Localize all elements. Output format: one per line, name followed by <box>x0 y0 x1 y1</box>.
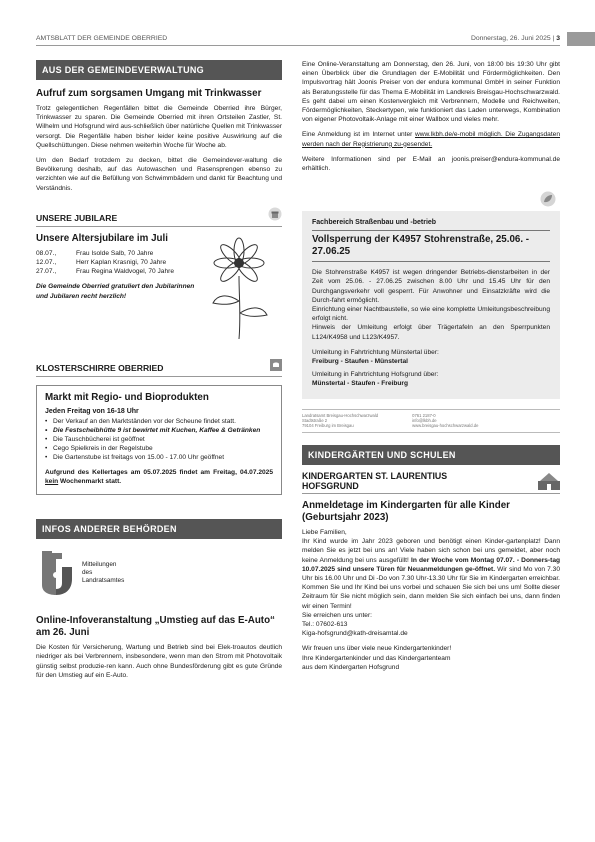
paragraph: Trotz gelegentlichen Regenfällen bittet die Gemeinde Oberried ihre Bürger, Trinkwasser zu sparen. Die Gemeinde Oberried mit ihren Ortsteilen Zastler, St. Wilhelm und Hofsgrund wird aus-schließlich über natürliche Quellen mit Trinkwasser versorgt. Die Regenfälle haben bisher leider keine positive Auswirkung auf die Quellschüttungen. Diese nehmen weiterhin Woche für Woche ab. <box>36 105 282 149</box>
list-item: 27.07., Frau Regina Waldvogel, 70 Jahre <box>36 268 174 276</box>
article-title-eauto: Online-Infoveranstaltung „Umstieg auf das E-Auto“ am 26. Juni <box>36 615 275 639</box>
kindergarten-logo-icon <box>538 472 560 490</box>
section-header-behoerden: INFOS ANDERER BEHÖRDEN <box>36 519 282 539</box>
section-header-gemeinde: AUS DER GEMEINDEVERWALTUNG <box>36 60 282 80</box>
list-item: • Die Tauschbücherei ist geöffnet <box>45 435 273 444</box>
box-kicker: Fachbereich Straßenbau und -betrieb <box>312 219 437 227</box>
paragraph: Umleitung in Fahrtrichtung Hofsgrund über: Münstertal - Staufen - Freiburg <box>312 371 439 388</box>
market-time: Jeden Freitag von 16-18 Uhr <box>45 407 139 415</box>
list-item: 12.07., Herr Kaplan Krasnigi, 70 Jahre <box>36 259 167 267</box>
section-header-kindergaerten: KINDERGÄRTEN UND SCHULEN <box>302 445 560 465</box>
paragraph: Eine Anmeldung ist im Internet unter www.lkbh.de/e-mobil möglich. Die Zugangsdaten werden nach der Registrierung zu-gesendet. <box>302 131 561 148</box>
article-title-anmeldetage: Anmeldetage im Kindergarten für alle Kinder (Geburtsjahr 2023) <box>302 499 510 523</box>
page-edge-tab <box>567 32 595 46</box>
list-item: 08.07., Frau Isolde Salb, 70 Jahre <box>36 249 154 257</box>
paragraph: Einrichtung einer Nachtbaustelle, so wie eine komplette Umleitungsbeschreibung erfolgt nicht. <box>312 306 550 323</box>
article-title-markt: Markt mit Regio- und Bioprodukten <box>45 391 209 403</box>
market-box <box>36 385 282 495</box>
list-item: • Der Verkauf an den Marktständen vor der Scheune findet statt. <box>45 417 273 426</box>
market-note: Aufgrund des Kellertages am 05.07.2025 findet am Freitag, 04.07.2025 kein Wochenmarkt statt. <box>45 468 273 486</box>
publication-name: AMTSBLATT DER GEMEINDE OBERRIED <box>36 35 168 42</box>
paragraph: Hinweis der Umleitung erfolgt über Trägertafeln an den Sperrpunkten L124/K4958 und L123/K4957. <box>312 324 550 341</box>
landratsamt-contact-strip: Landratsamt Breisgau-Hochschwarzwald Stadtstraße 2 79104 Freiburg im Breisgau 0761 2187-0 info@lkbh.de www.breisgau-hochschwarzwald.de <box>302 409 560 433</box>
article-title-jubilare: Unsere Altersjubilare im Juli <box>36 232 168 244</box>
closing-block: Wir freuen uns über viele neue Kindergartenkinder! Ihre Kindergartenkinder und das Kindergartenteam aus dem Kindergarten Hofsgrund <box>302 645 452 671</box>
paragraph: Eine Online-Veranstaltung am Donnerstag, den 26. Juni, von 18:00 bis 19:30 Uhr gibt einen Überblick über die Grundlagen der E-Mobilität und Fördermöglichkeiten. Den Impulsvortrag hält Joonis Preiser von der endura kommunal GmbH in seiner Funktion als Beratungsstelle für das Thema E-Mobilität im Landkreis Breisgau-Hochschwarzwald. Es geht dabei um einen Kostenvergleich mit Verbrennern, Modelle und Reichweiten, Fördermöglichkeiten, Steckertypen, wie funktioniert das Laden unterwegs, Kombination von eigener Photovoltaik-Anlage mit einer Wallbox und vieles mehr. <box>302 61 560 124</box>
subsection-label: UNSERE JUBILARE <box>36 212 118 223</box>
list-item: • Die Festscheibhütte 9 ist bewirtet mit Kuchen, Kaffee & Getränken <box>45 426 273 435</box>
paragraph: Die Stohrenstraße K4957 ist wegen dringender Betriebs-dienstarbeiten in der Zeit vom 25.06. - 27.06.25 zwischen 8.00 Uhr und 15.45 Uhr für den Durchgangsverkehr voll gesperrt. Für Anwohner und Einsatzkräfte wird die Durch-fahrt ermöglicht. <box>312 269 550 304</box>
paragraph: Die Kosten für Versicherung, Wartung und Betrieb sind bei Elek-troautos deutlich niedriger als bei Verbrennern, insbesondere, wenn man den Strom mit Photovoltaik günstig selbst produzie-ren kann. Auch ohne Bundesförderung gibt es gute Gründe für den Umstieg auf ein E-Auto. <box>36 644 282 679</box>
landratsamt-emblem-icon <box>36 549 76 597</box>
subsection-header-jubilare <box>36 203 282 227</box>
paragraph: Umleitung in Fahrtrichtung Münstertal über: Freiburg - Staufen - Münstertal <box>312 348 439 366</box>
kindergarten-name: KINDERGARTEN ST. LAURENTIUS HOFSGRUND <box>302 470 448 491</box>
right-column <box>302 60 560 678</box>
jubilare-list <box>36 249 196 277</box>
congratulations-note: Die Gemeinde Oberried gratuliert den Jubilarinnen und Jubilaren recht herzlich! <box>36 283 195 300</box>
left-column <box>36 60 282 686</box>
paragraph: Um den Bedarf trotzdem zu decken, bittet die Gemeindever-waltung die Bevölkerung deshalb, auf das Autowaschen und Rasensprengen ebenso zu verzichten wie auf die Befüllung von Schwimmbädern und dankt für Beachtung und Verständnis. <box>36 157 282 192</box>
paragraph: Ihr Kind wurde im Jahr 2023 geboren und benötigt einen Kinder-gartenplatz! Dann melden Sie es jetzt bei uns an! Viele haben sich schon bei uns gemeldet, aber noch keine Anmeldung bei uns ausgefüllt! In der Woche vom Montag 07.07. - Donners-tag 10.07.2025 sind unsere Türen für Neuanmeldungen ge-öffnet. Wir sind Mo von 7.30 Uhr bis 16.00 Uhr und Di -Do von 7.30 Uhr-13.30 Uhr für Sie im Kindergarten erreichbar. Kommen Sie und Ihr Kind bei uns vorbei und schauen Sie sich bei uns um! Sollte dieser Zeitraum für Sie nicht möglich sein, dann melden Sie sich einfach bei uns, dann finden wir einen Termin! <box>302 538 561 610</box>
article-title-vollsperrung: Vollsperrung der K4957 Stohrenstraße, 25.06. - 27.06.25 <box>312 230 550 262</box>
page-header <box>36 32 560 46</box>
header-date-block <box>471 35 560 42</box>
leaf-decoration-icon <box>540 191 556 207</box>
info-box-strassenbau <box>302 211 560 398</box>
bell-icon <box>270 359 282 373</box>
paragraph: Weitere Informationen sind per E-Mail an joonis.preiser@endura-kommunal.de erhältlich. <box>302 155 560 173</box>
registration-link[interactable]: www.lkbh.de/e-mobil möglich. Die Zugangsdaten werden nach der Registrierung zu-gesendet. <box>302 131 561 148</box>
subsection-label: KLOSTERSCHIRRE OBERRIED <box>36 362 164 373</box>
gift-icon <box>268 207 282 223</box>
paragraph: Liebe Familien, <box>302 528 347 536</box>
page-number: 3 <box>556 35 560 42</box>
jubilare-block <box>36 231 282 341</box>
flower-illustration <box>199 231 279 341</box>
issue-date: Donnerstag, 26. Juni 2025 <box>470 35 551 42</box>
header-separator: | <box>552 35 555 42</box>
kindergarten-email[interactable]: Kiga-hofsgrund@kath-dreisamtal.de <box>302 630 408 638</box>
list-item: • Cego Spielkreis in der Regelstube <box>45 444 273 453</box>
landratsamt-logo: Mitteilungen des Landratsamtes <box>36 549 282 597</box>
market-list <box>45 417 273 462</box>
article-title-trinkwasser: Aufruf zum sorgsamen Umgang mit Trinkwasser <box>36 88 262 99</box>
subsection-header-kloster <box>36 355 282 377</box>
kindergarten-header <box>302 471 560 491</box>
list-item: • Die Gartenstube ist freitags von 15.00 - 17.00 Uhr geöffnet <box>45 453 273 462</box>
contact-block: Sie erreichen uns unter: Tel.: 07602-613 Kiga-hofsgrund@kath-dreisamtal.de <box>302 611 408 638</box>
